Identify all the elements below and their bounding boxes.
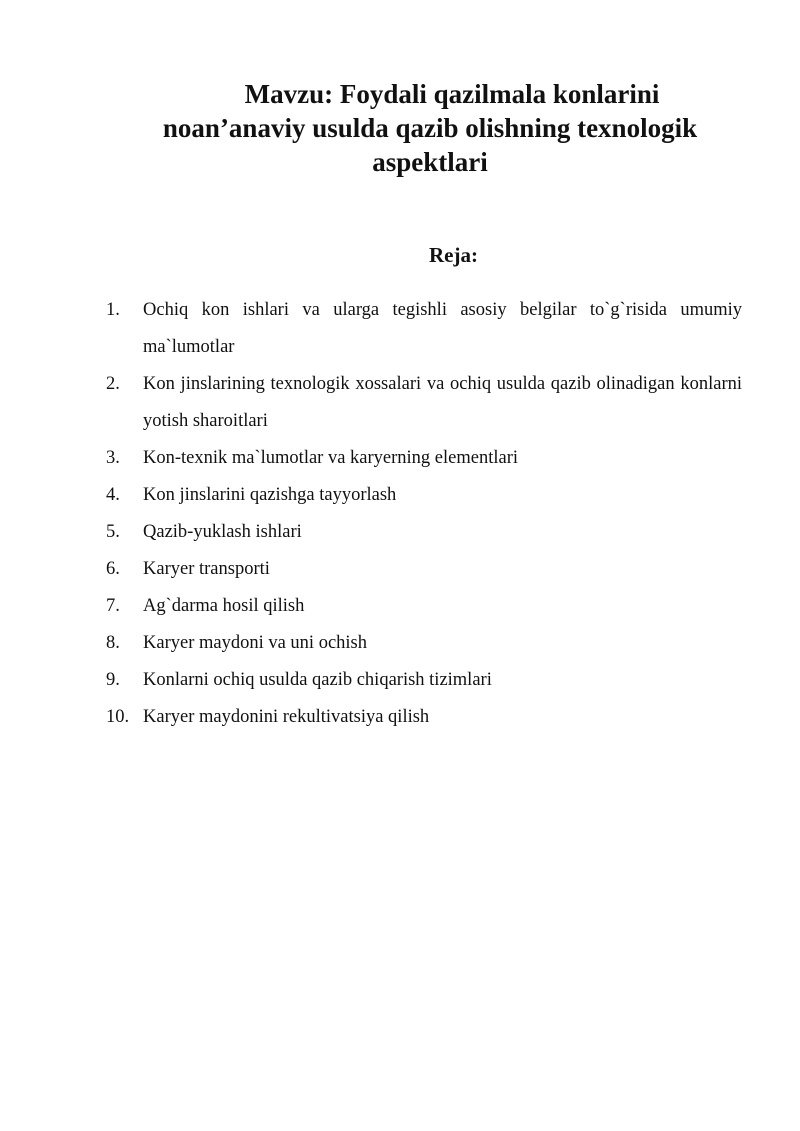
plan-item-text: Karyer maydonini rekultivatsiya qilish [143,707,430,727]
plan-item-text: Qazib-yuklash ishlari [143,522,302,542]
plan-item-text: Karyer maydoni va uni ochish [143,633,367,653]
plan-item [106,551,742,588]
plan-item-number: 7. [106,596,120,616]
document-title [100,77,760,179]
plan-item-text: Kon-texnik ma`lumotlar va karyerning elementlari [143,448,519,468]
plan-item [106,440,742,477]
plan-item-text: Kon jinslarini qazishga tayyorlash [143,485,397,505]
plan-item-text: Konlarni ochiq usulda qazib chiqarish tizimlari [143,670,492,690]
plan-item [106,477,742,514]
plan-item-number: 6. [106,559,120,579]
title-line: aspektlari [372,147,488,177]
plan-item [106,292,742,366]
plan-heading: Reja: [429,243,478,267]
plan-item-number: 5. [106,522,120,542]
plan-item [106,699,742,736]
plan-item-number: 9. [106,670,120,690]
plan-item-number: 4. [106,485,120,505]
plan-item-text: Karyer transporti [143,559,270,579]
plan-item-text: Ochiq kon ishlari va ularga tegishli asosiy belgilar to`g`risida umumiy ma`lumotlar [143,300,742,357]
plan-list [106,292,742,736]
plan-item [106,588,742,625]
plan-item-text: Kon jinslarining texnologik xossalari va ochiq usulda qazib olinadigan konlarni yotish sharoitlari [143,374,742,431]
plan-item-number: 10. [106,707,130,727]
plan-item-number: 1. [106,300,120,320]
plan-item [106,514,742,551]
plan-item-number: 2. [106,374,120,394]
plan-item-text: Ag`darma hosil qilish [143,596,305,616]
plan-item-number: 8. [106,633,120,653]
title-line: Mavzu: Foydali qazilmala konlarini [244,79,660,109]
plan-item [106,662,742,699]
title-line: noan’anaviy usulda qazib olishning texnologik [162,113,698,143]
plan-item [106,625,742,662]
plan-item [106,366,742,440]
plan-item-number: 3. [106,448,120,468]
